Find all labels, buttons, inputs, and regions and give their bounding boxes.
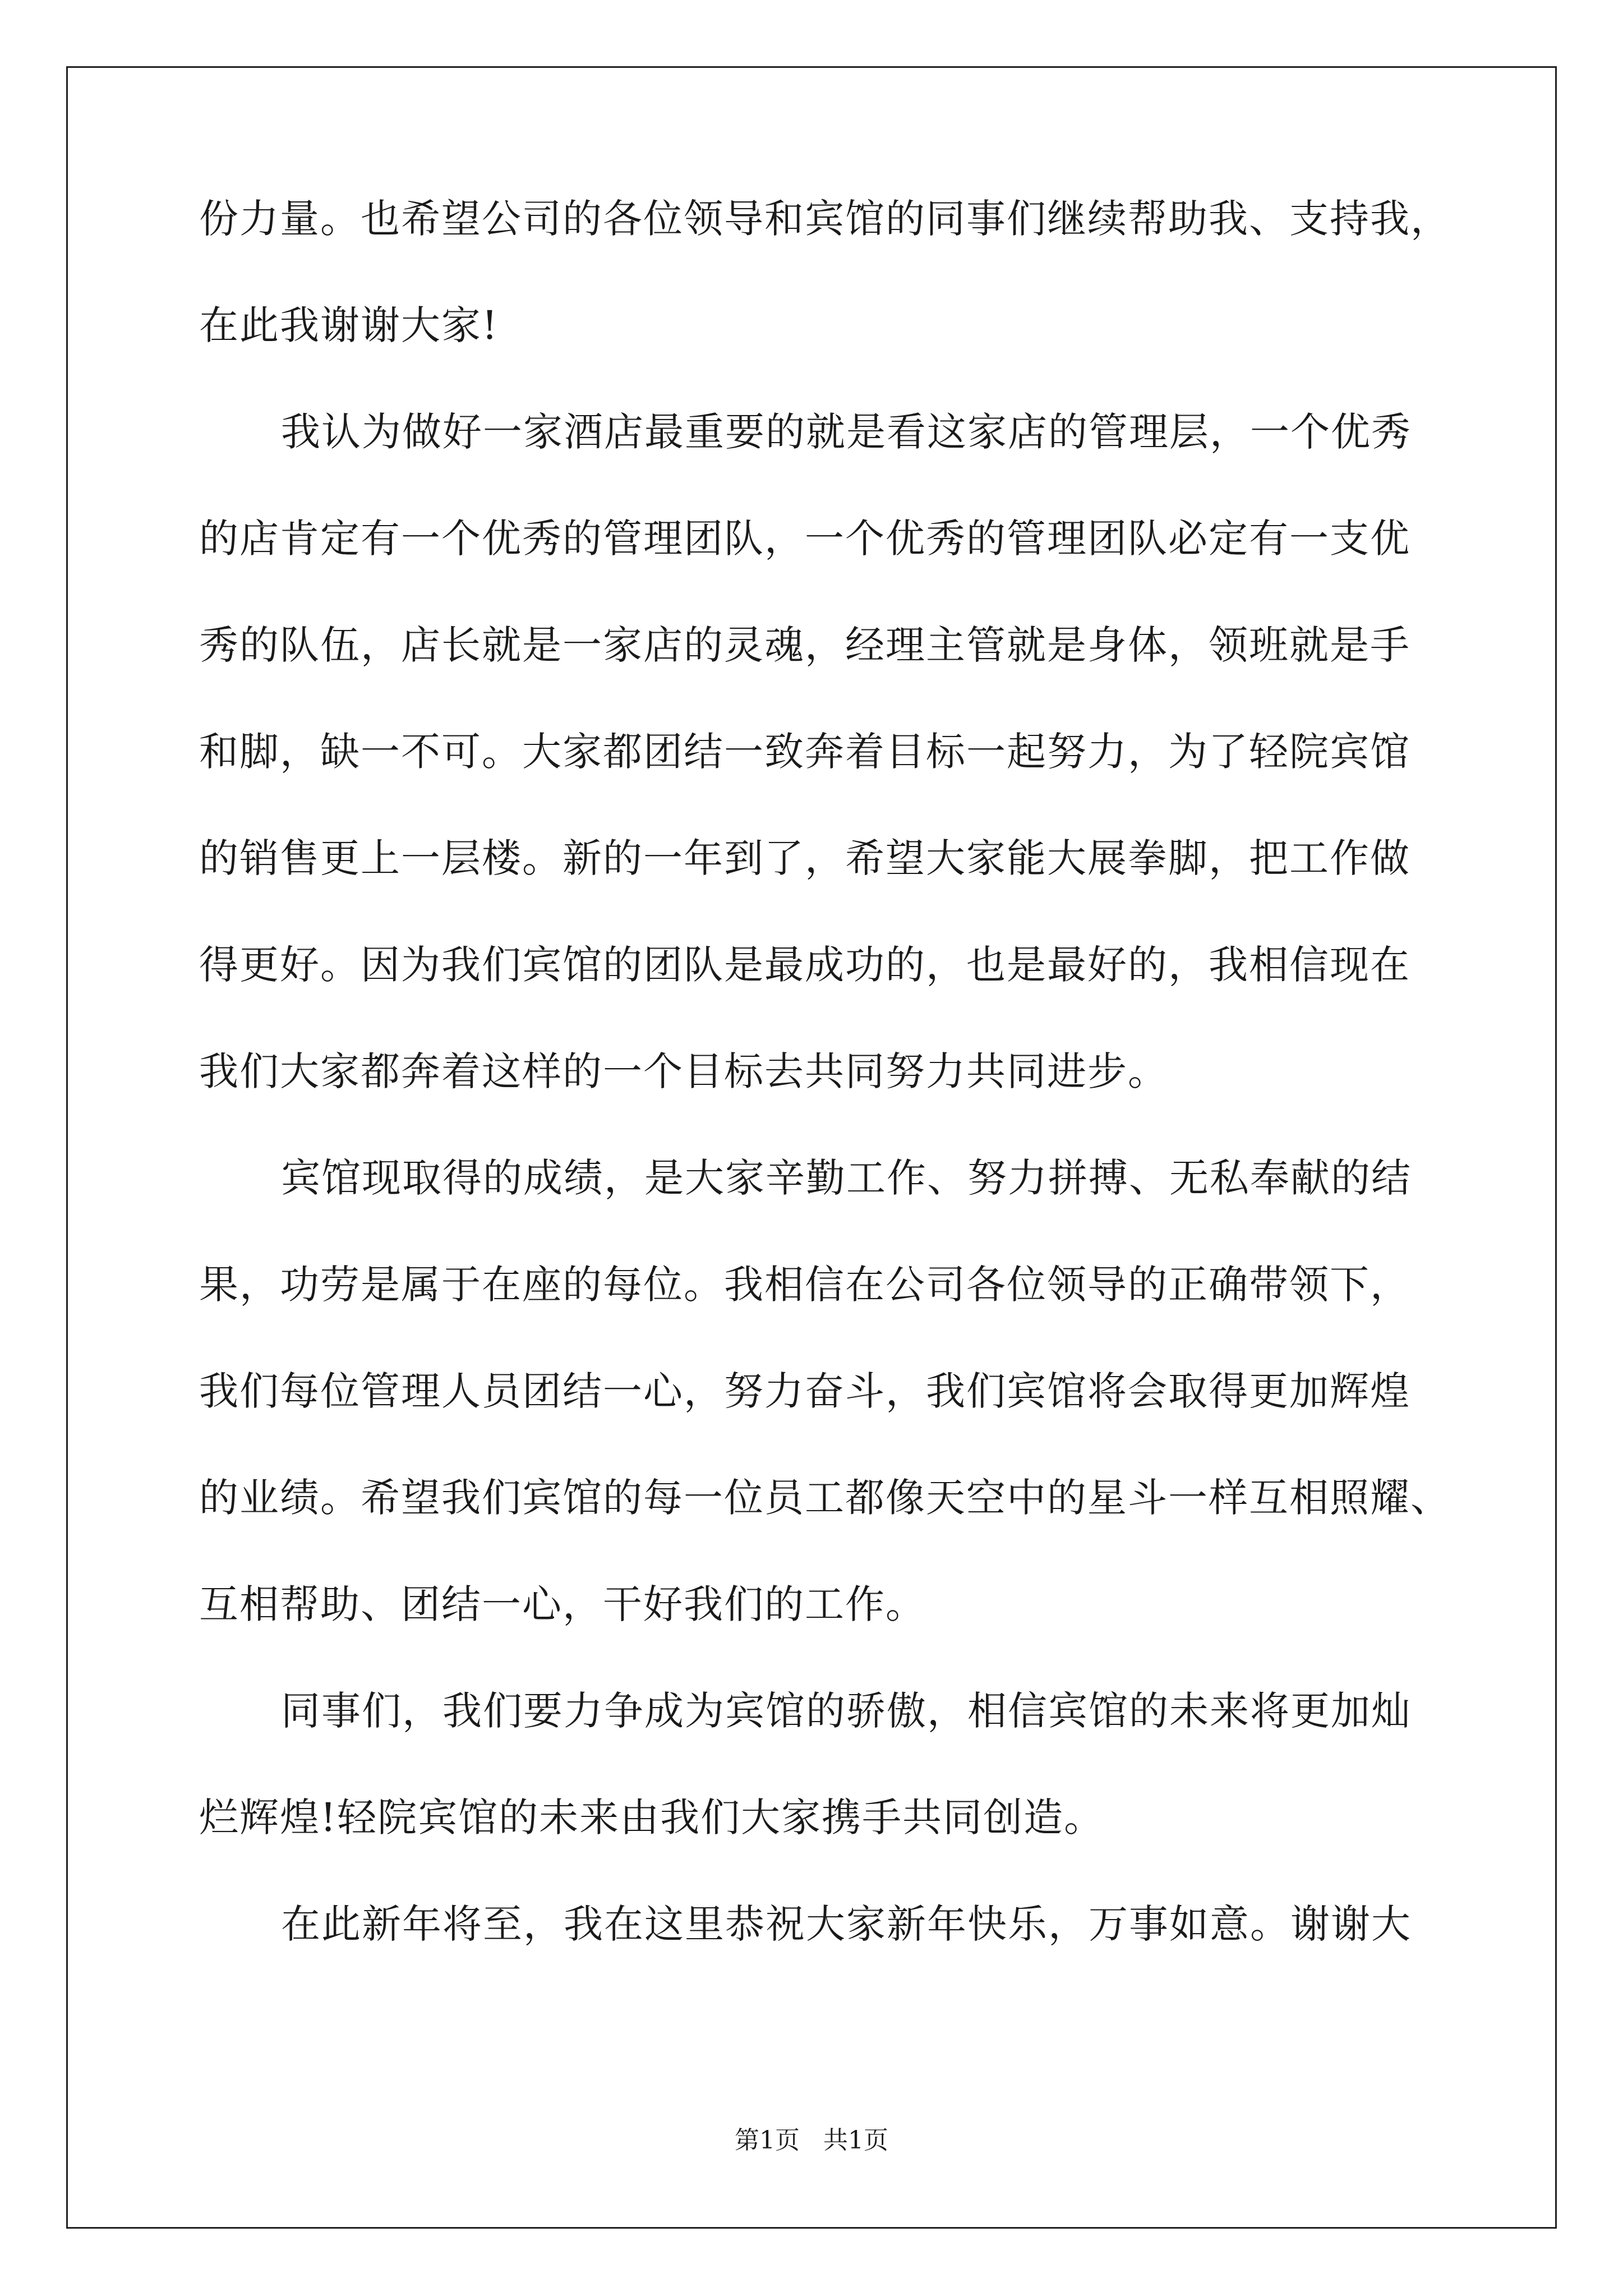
text-line: 我们大家都奔着这样的一个目标去共同努力共同进步。 xyxy=(199,1048,1168,1094)
text-line: 得更好。因为我们宾馆的团队是最成功的，也是最好的，我相信现在 xyxy=(199,942,1410,988)
text-line: 的店肯定有一个优秀的管理团队，一个优秀的管理团队必定有一支优 xyxy=(199,516,1410,562)
text-line: 的业绩。希望我们宾馆的每一位员工都像天空中的星斗一样互相照耀、 xyxy=(199,1475,1451,1521)
text-line: 果，功劳是属于在座的每位。我相信在公司各位领导的正确带领下， xyxy=(199,1262,1410,1308)
text-line: 烂辉煌!轻院宾馆的未来由我们大家携手共同创造。 xyxy=(199,1795,1105,1841)
text-line: 和脚，缺一不可。大家都团结一致奔着目标一起努力，为了轻院宾馆 xyxy=(199,729,1410,775)
text-line: 宾馆现取得的成绩，是大家辛勤工作、努力拼搏、无私奉献的结 xyxy=(281,1155,1412,1201)
text-line: 互相帮助、团结一心，干好我们的工作。 xyxy=(199,1581,926,1627)
text-line: 我们每位管理人员团结一心，努力奋斗，我们宾馆将会取得更加辉煌 xyxy=(199,1368,1410,1414)
text-line: 份力量。也希望公司的各位领导和宾馆的同事们继续帮助我、支持我， xyxy=(199,196,1451,242)
text-line: 秀的队伍，店长就是一家店的灵魂，经理主管就是身体，领班就是手 xyxy=(199,622,1410,668)
text-line: 在此我谢谢大家! xyxy=(199,302,499,348)
text-line: 同事们，我们要力争成为宾馆的骄傲，相信宾馆的未来将更加灿 xyxy=(281,1688,1412,1734)
text-line: 在此新年将至，我在这里恭祝大家新年快乐，万事如意。谢谢大 xyxy=(281,1901,1412,1947)
text-line: 的销售更上一层楼。新的一年到了，希望大家能大展拳脚，把工作做 xyxy=(199,835,1410,881)
page-number-footer: 第1页 共1页 xyxy=(735,2126,888,2155)
document-body xyxy=(199,194,1483,2005)
text-line: 我认为做好一家酒店最重要的就是看这家店的管理层，一个优秀 xyxy=(281,409,1412,455)
